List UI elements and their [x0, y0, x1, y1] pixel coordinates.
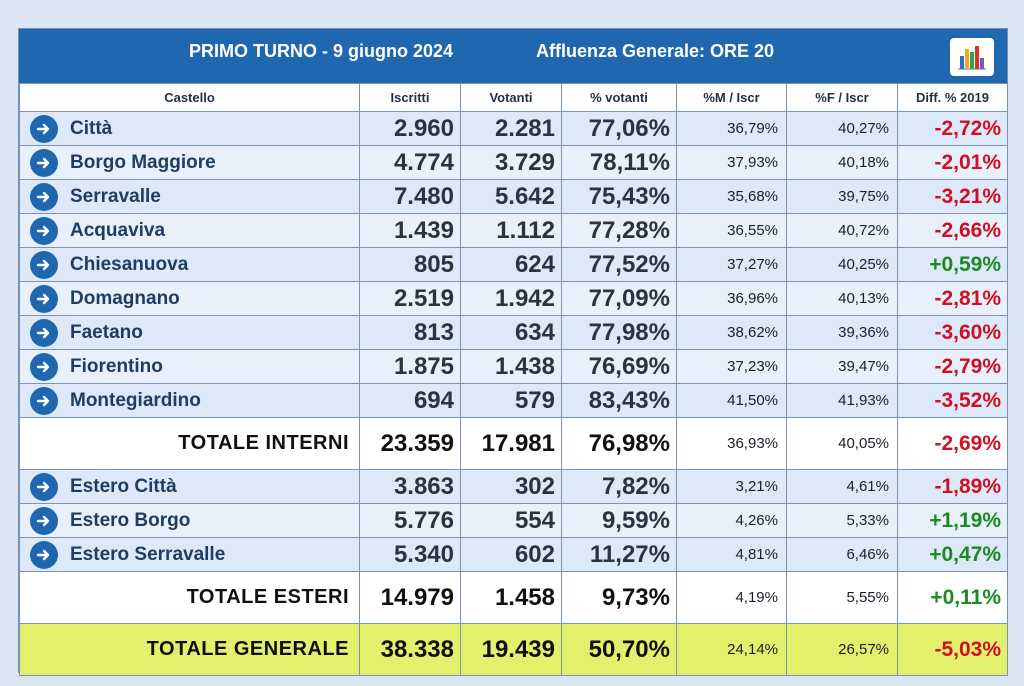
castello-cell[interactable]: [20, 214, 360, 248]
pct-f-cell: 6,46%: [787, 538, 898, 572]
pct-votanti-cell: 9,73%: [562, 572, 677, 624]
iscritti-cell: 813: [360, 316, 461, 350]
diff-2019-cell: +0,11%: [898, 572, 1008, 624]
pct-m-cell: 37,23%: [677, 350, 787, 384]
arrow-right-icon[interactable]: [30, 285, 58, 313]
diff-2019-cell: -5,03%: [898, 624, 1008, 676]
diff-2019-cell: -3,60%: [898, 316, 1008, 350]
votanti-cell: 2.281: [461, 112, 562, 146]
pct-m-cell: 36,55%: [677, 214, 787, 248]
table-row[interactable]: [20, 112, 1008, 146]
iscritti-cell: 3.863: [360, 470, 461, 504]
diff-2019-cell: -2,01%: [898, 146, 1008, 180]
castello-cell[interactable]: [20, 350, 360, 384]
diff-2019-cell: -2,66%: [898, 214, 1008, 248]
table-row[interactable]: [20, 282, 1008, 316]
iscritti-cell: 2.960: [360, 112, 461, 146]
pct-votanti-cell: 76,98%: [562, 418, 677, 470]
table-row[interactable]: [20, 180, 1008, 214]
table-row[interactable]: [20, 248, 1008, 282]
diff-2019-cell: -2,69%: [898, 418, 1008, 470]
castello-name[interactable]: Chiesanuova: [70, 253, 189, 275]
col-header-votanti: Votanti: [461, 84, 562, 112]
diff-2019-cell: -2,81%: [898, 282, 1008, 316]
castello-cell[interactable]: [20, 112, 360, 146]
diff-2019-cell: -2,79%: [898, 350, 1008, 384]
pct-m-cell: 37,27%: [677, 248, 787, 282]
castello-name[interactable]: Fiorentino: [70, 355, 163, 377]
arrow-right-icon[interactable]: [30, 541, 58, 569]
table-row[interactable]: [20, 146, 1008, 180]
votanti-cell: 624: [461, 248, 562, 282]
arrow-right-icon[interactable]: [30, 353, 58, 381]
pct-f-cell: 39,36%: [787, 316, 898, 350]
pct-m-cell: 4,26%: [677, 504, 787, 538]
iscritti-cell: 2.519: [360, 282, 461, 316]
table-body: [20, 112, 1008, 676]
turnout-table: [19, 83, 1008, 676]
table-row[interactable]: [20, 384, 1008, 418]
castello-name[interactable]: Acquaviva: [70, 219, 166, 241]
results-panel: [18, 28, 1008, 673]
castello-name[interactable]: Estero Borgo: [70, 509, 191, 531]
pct-m-cell: 38,62%: [677, 316, 787, 350]
castello-name[interactable]: Città: [70, 117, 113, 139]
diff-2019-cell: -1,89%: [898, 470, 1008, 504]
pct-m-cell: 3,21%: [677, 470, 787, 504]
iscritti-cell: 4.774: [360, 146, 461, 180]
pct-m-cell: 36,79%: [677, 112, 787, 146]
castello-cell[interactable]: [20, 248, 360, 282]
diff-2019-cell: -2,72%: [898, 112, 1008, 146]
castello-cell[interactable]: [20, 180, 360, 214]
pct-m-cell: 36,96%: [677, 282, 787, 316]
iscritti-cell: 14.979: [360, 572, 461, 624]
castello-name[interactable]: Borgo Maggiore: [70, 151, 216, 173]
pct-f-cell: 39,47%: [787, 350, 898, 384]
pct-f-cell: 5,33%: [787, 504, 898, 538]
table-row[interactable]: [20, 504, 1008, 538]
arrow-right-icon[interactable]: [30, 251, 58, 279]
votanti-cell: 554: [461, 504, 562, 538]
pct-votanti-cell: 77,06%: [562, 112, 677, 146]
castello-cell[interactable]: [20, 146, 360, 180]
col-header-diff-2019: Diff. % 2019: [898, 84, 1008, 112]
pct-f-cell: 40,18%: [787, 146, 898, 180]
votanti-cell: 1.458: [461, 572, 562, 624]
pct-f-cell: 26,57%: [787, 624, 898, 676]
table-row[interactable]: [20, 538, 1008, 572]
castello-cell[interactable]: [20, 538, 360, 572]
arrow-right-icon[interactable]: [30, 115, 58, 143]
diff-2019-cell: +0,59%: [898, 248, 1008, 282]
pct-votanti-cell: 77,52%: [562, 248, 677, 282]
title-bar: [19, 29, 1007, 83]
pct-f-cell: 40,27%: [787, 112, 898, 146]
iscritti-cell: 1.875: [360, 350, 461, 384]
table-header-row: [20, 84, 1008, 112]
votanti-cell: 602: [461, 538, 562, 572]
pct-m-cell: 24,14%: [677, 624, 787, 676]
arrow-right-icon[interactable]: [30, 217, 58, 245]
table-row[interactable]: [20, 214, 1008, 248]
arrow-right-icon[interactable]: [30, 319, 58, 347]
iscritti-cell: 7.480: [360, 180, 461, 214]
arrow-right-icon[interactable]: [30, 183, 58, 211]
pct-m-cell: 4,81%: [677, 538, 787, 572]
pct-votanti-cell: 11,27%: [562, 538, 677, 572]
pct-votanti-cell: 78,11%: [562, 146, 677, 180]
iscritti-cell: 5.776: [360, 504, 461, 538]
col-header-pct-f: %F / Iscr: [787, 84, 898, 112]
table-row[interactable]: [20, 350, 1008, 384]
table-row[interactable]: [20, 316, 1008, 350]
castello-name[interactable]: Faetano: [70, 321, 143, 343]
votanti-cell: 1.438: [461, 350, 562, 384]
castello-cell[interactable]: [20, 384, 360, 418]
pct-f-cell: 39,75%: [787, 180, 898, 214]
diff-2019-cell: +1,19%: [898, 504, 1008, 538]
iscritti-cell: 5.340: [360, 538, 461, 572]
arrow-right-icon[interactable]: [30, 387, 58, 415]
pct-votanti-cell: 9,59%: [562, 504, 677, 538]
pct-f-cell: 5,55%: [787, 572, 898, 624]
pct-m-cell: 36,93%: [677, 418, 787, 470]
total-label: TOTALE GENERALE: [20, 624, 360, 676]
castello-name[interactable]: Serravalle: [70, 185, 161, 207]
castello-cell[interactable]: [20, 470, 360, 504]
castello-cell[interactable]: [20, 282, 360, 316]
iscritti-cell: 23.359: [360, 418, 461, 470]
pct-f-cell: 40,72%: [787, 214, 898, 248]
col-header-pct-votanti: % votanti: [562, 84, 677, 112]
votanti-cell: 1.112: [461, 214, 562, 248]
arrow-right-icon[interactable]: [30, 473, 58, 501]
votanti-cell: 579: [461, 384, 562, 418]
pct-votanti-cell: 7,82%: [562, 470, 677, 504]
iscritti-cell: 805: [360, 248, 461, 282]
col-header-castello: Castello: [20, 84, 360, 112]
col-header-iscritti: Iscritti: [360, 84, 461, 112]
pct-f-cell: 41,93%: [787, 384, 898, 418]
castello-name[interactable]: Estero Città: [70, 475, 177, 497]
pct-f-cell: 40,05%: [787, 418, 898, 470]
bar-chart-icon[interactable]: [950, 38, 994, 76]
votanti-cell: 302: [461, 470, 562, 504]
votanti-cell: 1.942: [461, 282, 562, 316]
castello-name[interactable]: Estero Serravalle: [70, 543, 226, 565]
pct-m-cell: 41,50%: [677, 384, 787, 418]
pct-votanti-cell: 77,28%: [562, 214, 677, 248]
castello-name[interactable]: Domagnano: [70, 287, 180, 309]
round-title: PRIMO TURNO - 9 giugno 2024: [189, 41, 454, 61]
arrow-right-icon[interactable]: [30, 149, 58, 177]
totale-interni-row: [20, 418, 1008, 470]
castello-name[interactable]: Montegiardino: [70, 389, 201, 411]
votanti-cell: 19.439: [461, 624, 562, 676]
col-header-pct-m: %M / Iscr: [677, 84, 787, 112]
iscritti-cell: 38.338: [360, 624, 461, 676]
arrow-right-icon[interactable]: [30, 507, 58, 535]
diff-2019-cell: -3,52%: [898, 384, 1008, 418]
pct-m-cell: 4,19%: [677, 572, 787, 624]
pct-votanti-cell: 50,70%: [562, 624, 677, 676]
pct-f-cell: 40,13%: [787, 282, 898, 316]
turnout-title: Affluenza Generale: ORE 20: [536, 41, 775, 61]
totale-esteri-row: [20, 572, 1008, 624]
total-label: TOTALE ESTERI: [20, 572, 360, 624]
castello-cell[interactable]: [20, 316, 360, 350]
iscritti-cell: 1.439: [360, 214, 461, 248]
iscritti-cell: 694: [360, 384, 461, 418]
pct-votanti-cell: 83,43%: [562, 384, 677, 418]
pct-votanti-cell: 75,43%: [562, 180, 677, 214]
pct-f-cell: 40,25%: [787, 248, 898, 282]
pct-m-cell: 37,93%: [677, 146, 787, 180]
pct-votanti-cell: 76,69%: [562, 350, 677, 384]
castello-cell[interactable]: [20, 504, 360, 538]
table-row[interactable]: [20, 470, 1008, 504]
total-label: TOTALE INTERNI: [20, 418, 360, 470]
votanti-cell: 3.729: [461, 146, 562, 180]
pct-votanti-cell: 77,98%: [562, 316, 677, 350]
totale-generale-row: [20, 624, 1008, 676]
diff-2019-cell: +0,47%: [898, 538, 1008, 572]
pct-f-cell: 4,61%: [787, 470, 898, 504]
votanti-cell: 634: [461, 316, 562, 350]
votanti-cell: 17.981: [461, 418, 562, 470]
pct-votanti-cell: 77,09%: [562, 282, 677, 316]
diff-2019-cell: -3,21%: [898, 180, 1008, 214]
pct-m-cell: 35,68%: [677, 180, 787, 214]
votanti-cell: 5.642: [461, 180, 562, 214]
